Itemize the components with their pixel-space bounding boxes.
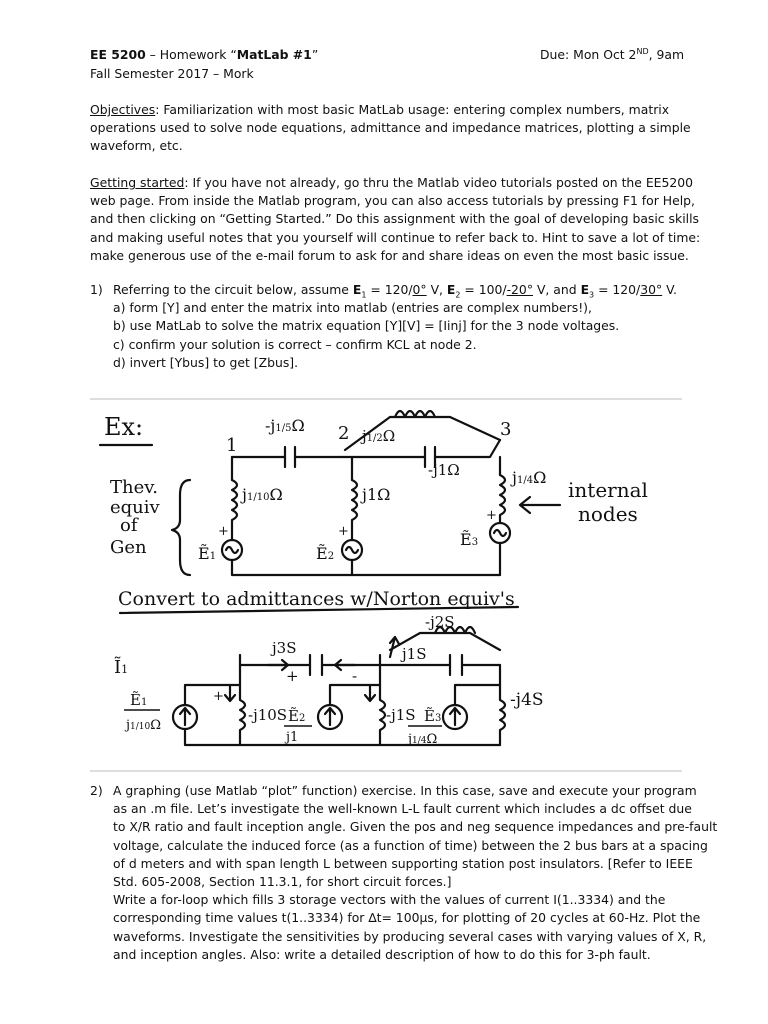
norton-cap-1-2 bbox=[310, 655, 322, 675]
gen2-voltage-label: Ẽ2 bbox=[316, 544, 335, 563]
norton-g1-inductor bbox=[240, 685, 245, 745]
q1-part-a: a) form [Y] and enter the matrix into matlab (entries are complex numbers!), bbox=[113, 300, 592, 316]
y-g1-label: -j10S bbox=[248, 706, 288, 724]
q1-part-d: d) invert [Ybus] to get [Zbus]. bbox=[113, 354, 299, 370]
y-2-3-top-label: -j2S bbox=[425, 613, 455, 631]
norton-e3-label: Ẽ3 bbox=[424, 707, 442, 725]
internal-nodes-arrow bbox=[520, 497, 560, 513]
norton-j2-label: j1 bbox=[286, 730, 299, 745]
gen1-voltage-label: Ẽ1 bbox=[198, 544, 217, 563]
norton-ground-bus bbox=[185, 729, 500, 745]
norton-source-2-arrow bbox=[325, 708, 335, 725]
gen3-voltage-label: Ẽ3 bbox=[460, 530, 479, 549]
branch-1-2-capacitor bbox=[285, 447, 295, 467]
gen3-inductor bbox=[500, 475, 505, 523]
q2-number: 2) bbox=[90, 783, 103, 798]
norton-g3-inductor bbox=[500, 685, 505, 745]
course-code: EE 5200 bbox=[90, 47, 146, 62]
y-2-3-label: j1S bbox=[402, 645, 427, 663]
internal-label-2: nodes bbox=[578, 502, 638, 526]
norton-j3-label: j1/4Ω bbox=[408, 732, 438, 747]
norton-current-label: Ĩ1 bbox=[114, 657, 129, 678]
thev-label-1: Thev. bbox=[110, 477, 159, 498]
gen1-inductor bbox=[232, 480, 237, 540]
z-g2-label: j1Ω bbox=[362, 485, 391, 504]
q1-part-c: c) confirm your solution is correct – confirm KCL at node 2. bbox=[113, 336, 477, 352]
norton-j1-label: j1/10Ω bbox=[126, 718, 162, 733]
gen3-plus: + bbox=[486, 508, 497, 523]
ground-bus-top bbox=[232, 560, 500, 575]
norton-g1-plus: + bbox=[213, 689, 224, 704]
norton-source-3-arrow bbox=[450, 708, 460, 725]
z-1-2-label: -j1/5Ω bbox=[265, 416, 305, 435]
q2-text: A graphing (use Matlab “plot” function) exercise. In this case, save and execute your program as an .m file. Let’s investigate the well-known L-L fault current which includes a dc offset due to X/R ratio and fault inception angle. Given the pos and neg sequence impedances and pre-fault voltage, calculate the induced force (as a function of time) between the 2 bus bars at a spacing of d meters and with span length L between supporting station post insulators. [Refer to IEEE Std. 605-2008, Section 11.3.1, for short circuit forces.] Write a for-loop which fills 3 storage vectors with the values of current I(1..3334) and the corresponding time values t(1..3334) for ∆t= 100µs, for plotting of 20 cycles at 60-Hz. Plot the waveforms. Investigate the sensitivities by producing several cases with varying values of X, R, and inception angles. Also: write a detailed description of how to do this for 3-ph fault. bbox=[113, 783, 718, 962]
y-g3-label: -j4S bbox=[510, 690, 544, 710]
node-3-label: 3 bbox=[500, 419, 512, 440]
norton-e2-label: Ẽ2 bbox=[288, 707, 306, 725]
q1-text: Referring to the circuit below, assume $E_1 = 120/0^\circ$ V, $E_2 = 100/-20^\circ$ V, and $E_3 = 120/30^\circ$ V. a) form [Y] and enter the matrix into matlab (entries are complex numbers!), b) use MatLab to solve the matrix equation [Y][V] = [Iinj] for the 3 node voltages. c) confirm your solution is correct – confirm KCL at node 2. d) invert [Ybus] to get [Zbus]. bbox=[113, 281, 693, 372]
node-2-label: 2 bbox=[338, 423, 350, 444]
z-2-3-label: j1/2Ω bbox=[362, 427, 396, 445]
norton-source-1-arrow bbox=[180, 708, 190, 725]
convert-label: Convert to admittances w/Norton equiv's bbox=[118, 588, 515, 610]
internal-label-1: internal bbox=[568, 478, 648, 502]
homework-name: MatLab #1 bbox=[236, 47, 312, 62]
q1-number: 1) bbox=[90, 282, 103, 297]
thev-label-3: of bbox=[120, 515, 138, 536]
y-g2-label: -j1S bbox=[386, 706, 416, 724]
getting-started-label: Getting started bbox=[90, 175, 185, 190]
semester-line: Fall Semester 2017 – Mork bbox=[90, 66, 254, 81]
thev-label-4: Gen bbox=[110, 537, 147, 558]
z-2-3-cap-label: -j1Ω bbox=[428, 461, 460, 479]
header-title: EE 5200 – Homework “MatLab #1” bbox=[90, 47, 319, 62]
norton-g2-inductor bbox=[380, 685, 385, 745]
norton-1-2-minus: - bbox=[352, 667, 358, 685]
gen1-plus: + bbox=[218, 524, 229, 539]
thev-brace bbox=[172, 480, 190, 575]
norton-1-2-plus: + bbox=[286, 667, 299, 685]
node-1-label: 1 bbox=[226, 435, 238, 456]
norton-cap-2-3 bbox=[450, 655, 462, 675]
gen2-inductor bbox=[352, 480, 357, 540]
current-arrow-g1 bbox=[225, 685, 235, 701]
q1-part-b: b) use MatLab to solve the matrix equation [Y][V] = [Iinj] for the 3 node voltages. bbox=[113, 318, 620, 334]
getting-started-paragraph: Getting started: If you have not already, go thru the Matlab video tutorials posted on the EE5200 web page. From inside the Matlab program, you can also access tutorials by pressing F1 for Help, and then clicking on “Getting Started.” Do this assignment with the goal of developing basic skills and making useful notes that you yourself will continue to refer back to. Hint to save a lot of time: make generous use of the e-mail forum to ask for and share ideas on even the most basic issue. bbox=[90, 175, 701, 263]
objectives-label: Objectives bbox=[90, 102, 156, 117]
gen3-sine bbox=[494, 530, 506, 536]
gen2-sine bbox=[346, 547, 358, 553]
thev-label-2: equiv bbox=[110, 497, 160, 518]
norton-e1-label: Ẽ1 bbox=[130, 691, 148, 709]
y-1-2-label: j3S bbox=[272, 639, 297, 657]
objectives-paragraph: Objectives: Familiarization with most basic MatLab usage: entering complex numbers, matrix operations used to solve node equations, admittance and impedance matrices, plotting a simple waveform, etc. bbox=[90, 102, 691, 154]
gen2-plus: + bbox=[338, 524, 349, 539]
ex-label: Ex: bbox=[104, 413, 144, 441]
circuit-figure bbox=[90, 395, 682, 773]
gen1-sine bbox=[226, 547, 238, 553]
z-g1-label: j1/10Ω bbox=[242, 485, 283, 504]
current-arrow-g2 bbox=[365, 685, 375, 701]
z-g3-label: j1/4Ω bbox=[512, 468, 547, 487]
current-arrow-1-2 bbox=[268, 660, 288, 670]
due-date: Due: Mon Oct 2ND, 9am bbox=[540, 46, 685, 62]
